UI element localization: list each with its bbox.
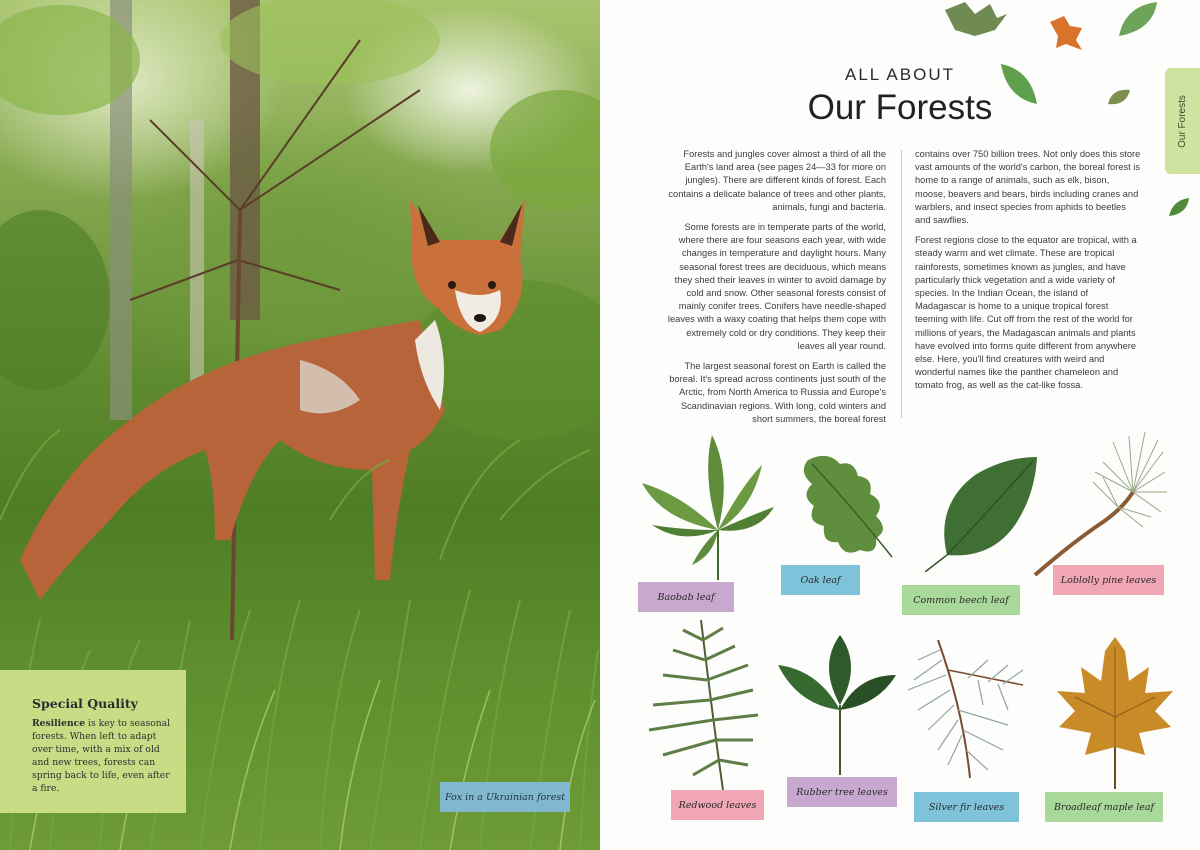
paragraph: contains over 750 billion trees. Not only does this store vast amounts of the world's carbon, the boreal forest is home to a range of animals, such as elk, bison, moose, beavers and bears, birds including cranes and warblers, and insect species from aphids to beetles and sawflies. <box>915 149 1141 226</box>
small-leaf-deco-icon <box>1167 196 1191 218</box>
text-column-right <box>915 148 1141 400</box>
special-quality-box <box>0 670 186 813</box>
common-beech-leaf-label: Common beech leaf <box>902 585 1020 615</box>
common-beech-leaf-icon <box>925 455 1040 572</box>
page-title: Our Forests <box>807 88 993 127</box>
green-leaf-deco-icon <box>1115 0 1160 40</box>
baobab-leaf-icon <box>642 435 777 580</box>
silver-fir-leaves-icon <box>908 640 1033 780</box>
redwood-leaves-label: Redwood leaves <box>671 790 764 820</box>
special-quality-term: Resilience <box>32 718 86 729</box>
section-tab <box>1165 68 1200 174</box>
oak-leaf-icon <box>798 452 895 559</box>
section-tab-label: Our Forests <box>1177 94 1189 148</box>
right-page <box>600 0 1200 850</box>
broadleaf-maple-leaf-label: Broadleaf maple leaf <box>1045 792 1163 822</box>
special-quality-body: is key to seasonal forests. When left to adapt over time, with a mix of old and new trees, forests can spring back to life, even after a fire. <box>32 718 171 794</box>
oak-leaf-label: Oak leaf <box>781 565 860 595</box>
photo-caption: Fox in a Ukrainian forest <box>440 782 570 812</box>
redwood-leaves-icon <box>643 620 763 790</box>
paragraph: Forest regions close to the equator are tropical, with a steady warm and wet climate. These are tropical rainforests, sometimes known as jungles, and have particularly thick vegetation and a wide variety of species. In the Indian Ocean, the island of Madagascar is home to a unique tropical forest teeming with life. Cut off from the rest of the world for millions of years, the Madagascan animals and plants have evolved into forms quite different from anywhere else. Here, you'll find creatures with weird and wonderful names like the panther chameleon and tomato frog, as well as the cat-like fossa. <box>915 235 1137 391</box>
text-column-left <box>660 148 886 433</box>
section-kicker: ALL ABOUT <box>845 65 955 84</box>
autumn-leaf-deco-icon <box>1046 12 1086 52</box>
special-quality-text <box>32 717 172 795</box>
paragraph: The largest seasonal forest on Earth is called the boreal. It's spread across continents just south of the Arctic, from North America to Russia and Europe's Scandinavian regions. With long, cold winters and short summers, the boreal forest <box>669 361 886 424</box>
baobab-leaf-label: Baobab leaf <box>638 582 734 612</box>
maple-leaf-deco-icon <box>935 0 1015 40</box>
rubber-tree-leaves-icon <box>778 635 898 775</box>
paragraph: Some forests are in temperate parts of the world, where there are four seasons each year, with wide changes in temperature and daylight hours. Many seasonal forest trees are deciduous, which means they shed their leaves in winter to avoid damage by cold and snow. Other seasonal forests consist of mainly conifer trees. Conifers have needle-shaped leaves with a waxy coating that helps them cope with extremely cold or dry conditions. They keep their leaves all year round. <box>667 222 886 351</box>
rubber-tree-leaves-label: Rubber tree leaves <box>787 777 897 807</box>
paragraph: Forests and jungles cover almost a third of all the Earth's land area (see pages 24—33 for more on jungles). There are different kinds of forest. Each contains a delicate balance of trees and other plants, animals, fungi and bacteria. <box>668 149 886 212</box>
silver-fir-leaves-label: Silver fir leaves <box>914 792 1019 822</box>
loblolly-pine-leaves-icon <box>1033 432 1168 577</box>
broadleaf-maple-leaf-icon <box>1055 637 1180 789</box>
column-divider <box>901 150 902 418</box>
loblolly-pine-leaves-label: Loblolly pine leaves <box>1053 565 1164 595</box>
special-quality-title: Special Quality <box>32 696 138 711</box>
